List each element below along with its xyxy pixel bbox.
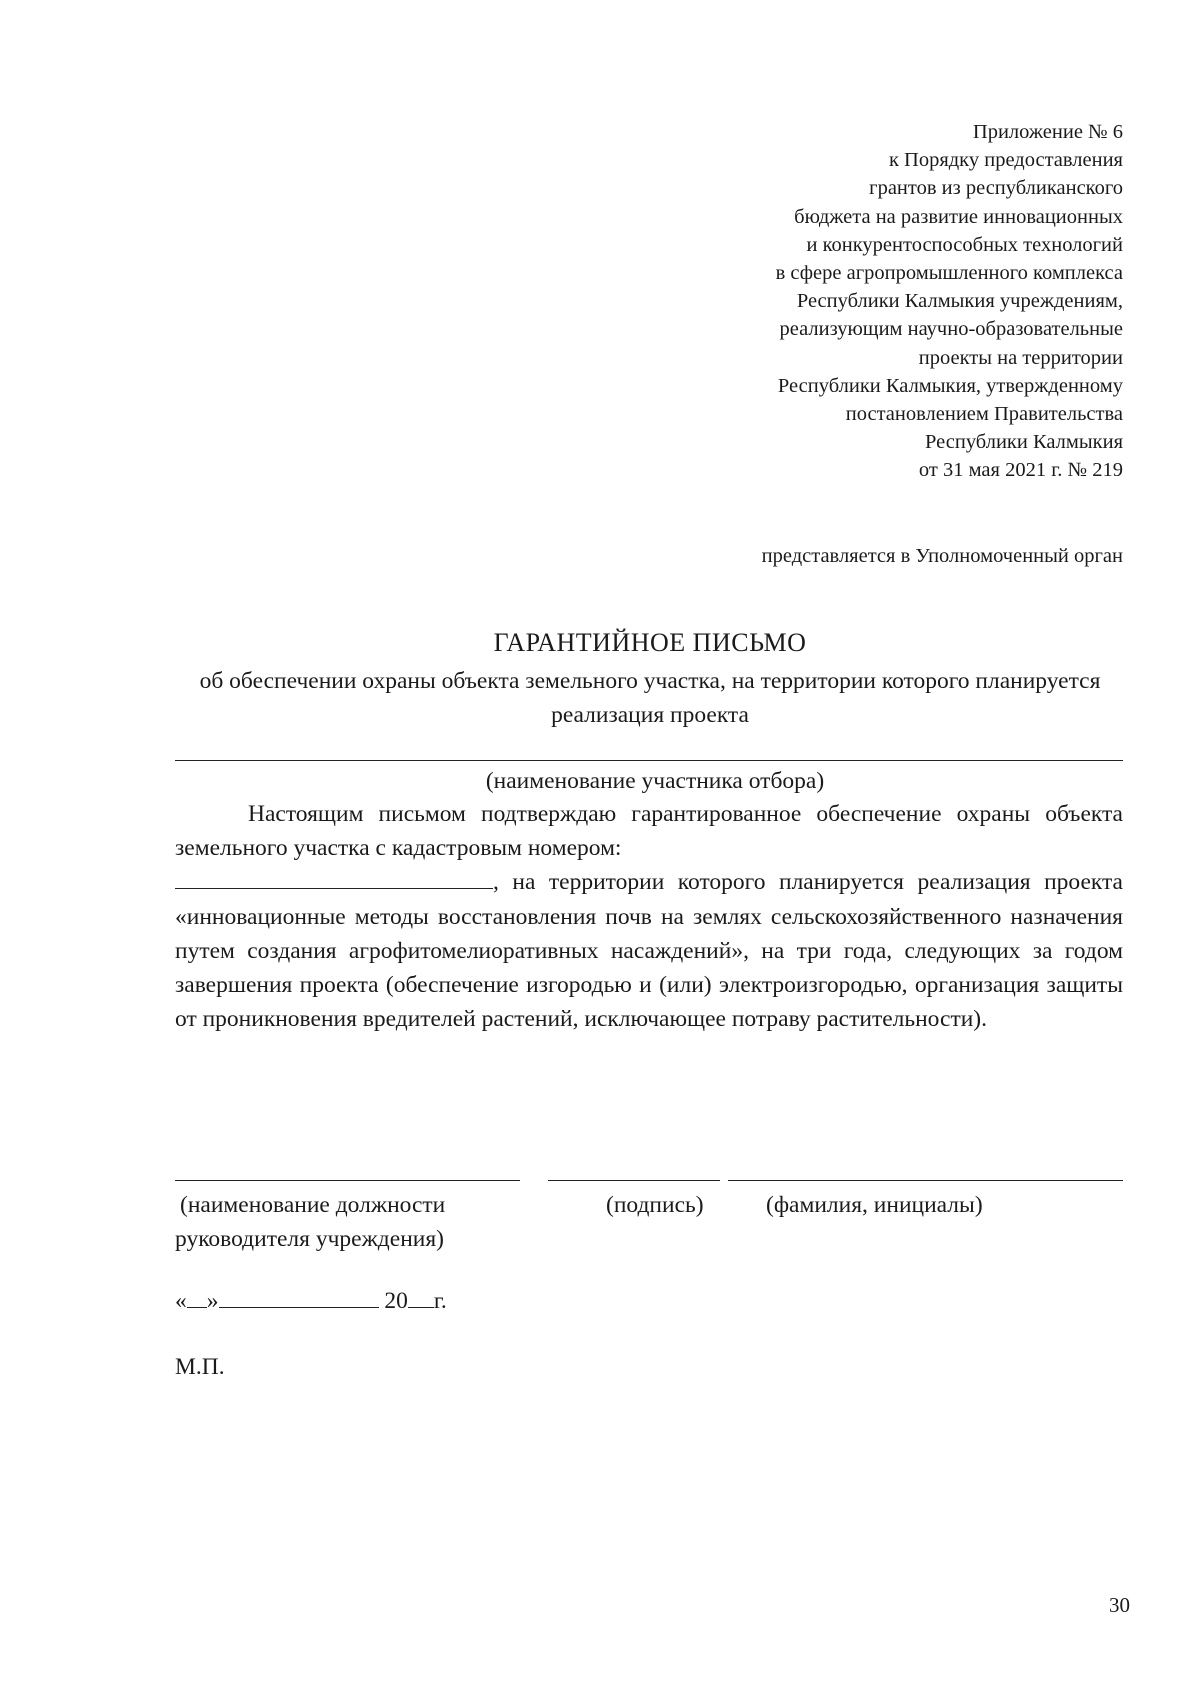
day-blank: [187, 1287, 207, 1308]
body-text-part2: , на территории которого планируется реализация проекта «инновационные методы восстановления почв на землях сельскохозяйственного назначения путем создания агрофитомелиоративных насаждений», на три года, следующих за годом завершения проекта (обеспечение изгородью и (или) электроизгородью, организация защиты от проникновения вредителей растений, исключающее потраву растительности).: [175, 869, 1123, 1033]
appendix-line: постановлением Правительства: [845, 403, 1123, 426]
appendix-line: и конкурентоспособных технологий: [806, 233, 1123, 256]
cadastral-number-blank: [175, 866, 493, 889]
appendix-line: проекты на территории: [918, 346, 1123, 369]
signature-line: [548, 1180, 720, 1181]
appendix-line: Приложение № 6: [972, 121, 1123, 143]
date-open-quote: «: [175, 1288, 187, 1314]
appendix-line: Республики Калмыкия: [925, 431, 1123, 454]
appendix-header: [563, 118, 1123, 485]
appendix-line: от 31 мая 2021 г. № 219: [918, 459, 1123, 482]
year-suffix: г.: [433, 1288, 447, 1314]
name-caption: (фамилия, инициалы): [766, 1192, 983, 1218]
date-close-quote: »: [206, 1288, 219, 1314]
year-prefix: 20: [384, 1288, 408, 1314]
body-text-part1: Настоящим письмом подтверждаю гарантированное обеспечение охраны объекта земельного участка с кадастровым номером:: [175, 801, 1123, 862]
appendix-line: реализующим научно-образовательные: [779, 318, 1123, 341]
date-line: [175, 1287, 447, 1315]
month-blank: [219, 1287, 379, 1308]
document-subtitle: об обеспечении охраны объекта земельного участка, на территории которого планируется реализация проекта: [199, 668, 1101, 728]
year-blank: [408, 1287, 434, 1308]
letter-body: [175, 797, 1123, 1036]
participant-caption: (наименование участника отбора): [485, 768, 825, 794]
stamp-label: М.П.: [175, 1354, 225, 1380]
appendix-line: грантов из республиканского: [869, 177, 1123, 200]
signature-caption: (подпись): [606, 1192, 704, 1218]
appendix-line: бюджета на развитие инновационных: [794, 205, 1123, 228]
appendix-line: в сфере агропромышленного комплекса: [775, 262, 1123, 285]
position-caption-line2: руководителя учреждения): [175, 1226, 444, 1252]
position-caption-line1: (наименование должности: [180, 1192, 446, 1218]
appendix-line: Республики Калмыкия учреждениям,: [796, 290, 1123, 313]
position-signature-line: [175, 1180, 520, 1181]
appendix-line: Республики Калмыкия, утвержденному: [777, 374, 1123, 397]
participant-name-line: [175, 760, 1123, 761]
document-title: ГАРАНТИЙНОЕ ПИСЬМО: [493, 628, 807, 657]
page-number: 30: [1109, 1593, 1130, 1617]
submit-to-note: представляется в Уполномоченный орган: [761, 545, 1123, 567]
letter-paragraph: [175, 797, 1123, 1036]
name-signature-line: [728, 1180, 1123, 1181]
appendix-line: к Порядку предоставления: [888, 149, 1123, 172]
